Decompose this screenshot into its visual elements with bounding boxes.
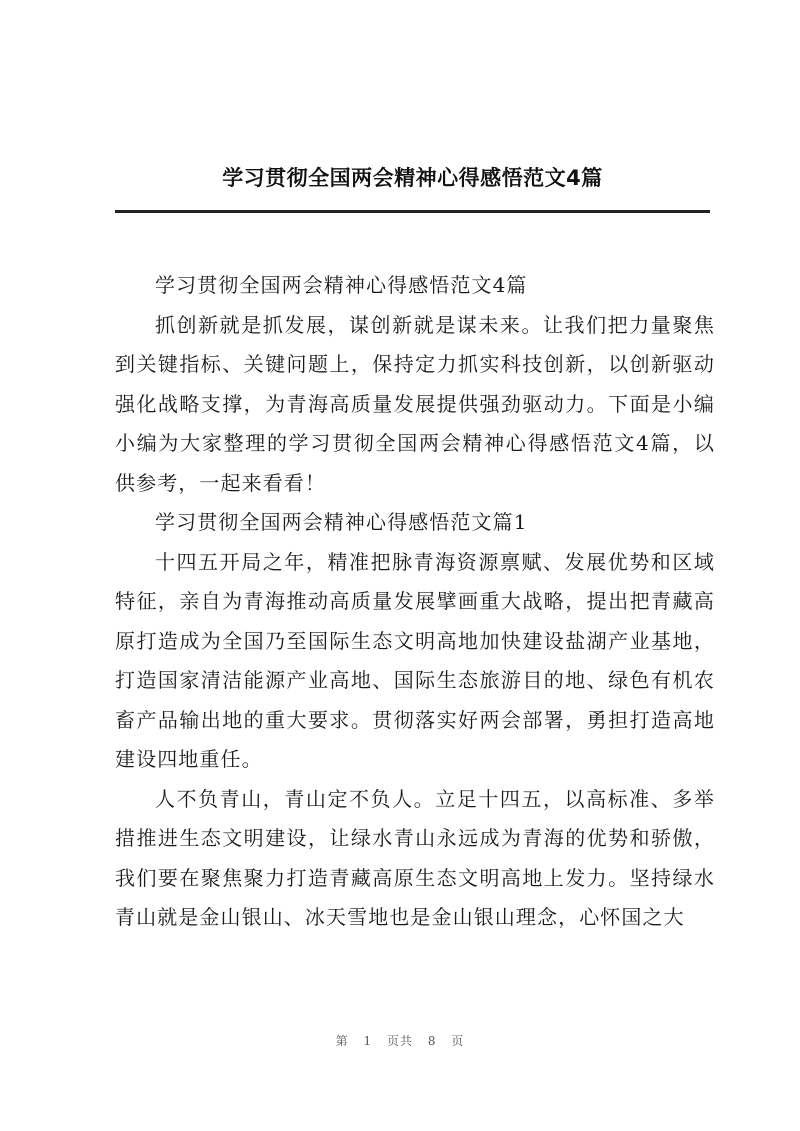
footer-label-prefix: 第	[335, 1034, 349, 1048]
section1-heading: 学习贯彻全国两会精神心得感悟范文篇1	[155, 510, 528, 534]
document-body	[115, 266, 715, 938]
footer-page-current: 1	[363, 1034, 373, 1048]
section1-paragraph-1: 十四五开局之年，精准把脉青海资源禀赋、发展优势和区域特征，亲自为青海推动高质量发展擘画重大战略，提出把青藏高原打造成为全国乃至国际生态文明高地加快建设盐湖产业基地，打造国家清洁能源产业高地、国际生态旅游目的地、绿色有机农畜产品输出地的重大要求。贯彻落实好两会部署，勇担打造高地建设四地重任。	[115, 549, 715, 771]
intro-paragraph: 抓创新就是抓发展，谋创新就是谋未来。让我们把力量聚焦到关键指标、关键问题上，保持定力抓实科技创新，以创新驱动强化战略支撑，为青海高质量发展提供强劲驱动力。下面是小编小编为大家整理的学习贯彻全国两会精神心得感悟范文4篇，以供参考，一起来看看！	[115, 312, 715, 495]
page-footer	[0, 1032, 800, 1049]
footer-label-middle: 页共	[386, 1034, 413, 1048]
footer-label-suffix: 页	[451, 1034, 465, 1048]
section1-paragraph-2: 人不负青山，青山定不负人。立足十四五，以高标准、多举措推进生态文明建设，让绿水青山永远成为青海的优势和骄傲，我们要在聚焦聚力打造青藏高原生态文明高地上发力。坚持绿水青山就是金山银山、冰天雪地也是金山银山理念，心怀国之大	[115, 786, 715, 929]
document-title: 学习贯彻全国两会精神心得感悟范文4篇	[222, 166, 603, 190]
page-header	[115, 158, 710, 198]
header-divider	[115, 210, 710, 213]
footer-page-total: 8	[427, 1034, 437, 1048]
intro-heading: 学习贯彻全国两会精神心得感悟范文4篇	[155, 273, 528, 297]
